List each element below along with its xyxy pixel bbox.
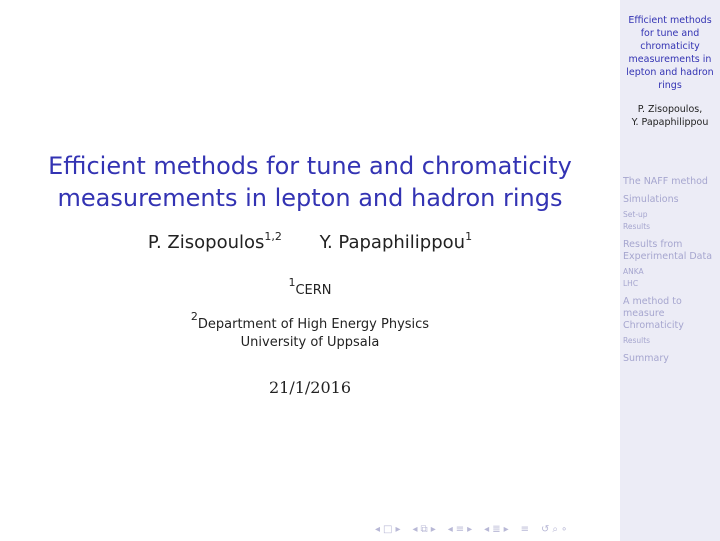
sidebar-section-label: Simulations bbox=[623, 194, 679, 205]
sidebar-author-line: P. Zisopoulos, bbox=[637, 104, 703, 115]
author-2-name: Y. Papaphilippou bbox=[319, 232, 466, 253]
sidebar-section-experimental[interactable] bbox=[623, 239, 719, 290]
institution-2-marker: 2 bbox=[190, 310, 198, 323]
nav-zoom-icon[interactable]: ⌕ bbox=[552, 523, 559, 535]
institution-1-name: CERN bbox=[295, 283, 332, 298]
nav-section-icon[interactable]: ≡ bbox=[455, 523, 465, 535]
sidebar-authors bbox=[620, 103, 720, 129]
slide-title bbox=[20, 150, 600, 214]
author-list bbox=[0, 232, 620, 253]
title-line-1: Efficient methods for tune and chromaticity bbox=[48, 152, 572, 180]
nav-next-section-icon[interactable]: ▸ bbox=[467, 523, 473, 535]
nav-next-frame-icon[interactable]: ▸ bbox=[395, 523, 401, 535]
author-2-affil: 1 bbox=[465, 230, 473, 243]
nav-page-icon[interactable]: ≣ bbox=[492, 523, 501, 535]
institution-2-university: University of Uppsala bbox=[240, 335, 380, 350]
sidebar-subsection-setup[interactable]: Set-up bbox=[623, 210, 648, 219]
sidebar-subsection-results[interactable]: Results bbox=[623, 222, 651, 231]
beamer-navigation bbox=[375, 522, 567, 536]
nav-frame-icon[interactable]: □ bbox=[383, 523, 393, 535]
sidebar-section-nav bbox=[623, 176, 719, 371]
nav-search-icon[interactable]: ↺ bbox=[541, 523, 550, 535]
nav-find-icon[interactable]: ∘ bbox=[561, 523, 568, 535]
institution-2 bbox=[0, 310, 620, 352]
institution-1 bbox=[0, 276, 620, 298]
sidebar-section-naff[interactable] bbox=[623, 176, 719, 188]
author-2 bbox=[320, 232, 472, 253]
sidebar-section-summary[interactable] bbox=[623, 353, 719, 365]
sidebar-subsection-results[interactable]: Results bbox=[623, 336, 651, 345]
sidebar-title-line: chromaticity bbox=[640, 41, 700, 52]
sidebar-title-line: rings bbox=[658, 80, 682, 91]
sidebar-title-line: lepton and hadron bbox=[626, 67, 714, 78]
nav-prev-subsection-icon[interactable]: ◂ bbox=[412, 523, 418, 535]
sidebar-section-label: Summary bbox=[623, 353, 669, 364]
sidebar-subsection-lhc[interactable]: LHC bbox=[623, 279, 639, 288]
sidebar-section-chromaticity[interactable] bbox=[623, 296, 719, 347]
sidebar-author-line: Y. Papaphilippou bbox=[631, 117, 709, 128]
sidebar-title-line: measurements in bbox=[628, 54, 712, 65]
author-1-affil: 1,2 bbox=[264, 230, 282, 243]
sidebar-title-line: Efficient methods bbox=[628, 15, 712, 26]
author-1-name: P. Zisopoulos bbox=[147, 232, 265, 253]
sidebar-section-label: The NAFF method bbox=[623, 176, 708, 187]
sidebar-section-label: Results from Experimental Data bbox=[623, 239, 713, 262]
sidebar-subsection-anka[interactable]: ANKA bbox=[623, 267, 644, 276]
nav-subsection-icon[interactable]: ⧉ bbox=[420, 523, 428, 535]
nav-prev-section-icon[interactable]: ◂ bbox=[447, 523, 453, 535]
institution-2-name: Department of High Energy Physics bbox=[197, 317, 430, 332]
author-1 bbox=[148, 232, 282, 253]
institution-1-marker: 1 bbox=[288, 276, 296, 289]
sidebar-section-simulations[interactable] bbox=[623, 194, 719, 233]
nav-next-page-icon[interactable]: ▸ bbox=[503, 523, 509, 535]
nav-prev-page-icon[interactable]: ◂ bbox=[484, 523, 490, 535]
presentation-date: 21/1/2016 bbox=[268, 378, 352, 397]
title-line-2: measurements in lepton and hadron rings bbox=[57, 184, 563, 212]
nav-toc-icon[interactable]: ≡ bbox=[520, 523, 530, 535]
sidebar-title-line: for tune and bbox=[640, 28, 700, 39]
sidebar-section-label: A method to measure Chromaticity bbox=[623, 296, 684, 331]
nav-next-subsection-icon[interactable]: ▸ bbox=[430, 523, 436, 535]
sidebar-title[interactable] bbox=[620, 14, 720, 92]
nav-prev-frame-icon[interactable]: ◂ bbox=[375, 523, 381, 535]
